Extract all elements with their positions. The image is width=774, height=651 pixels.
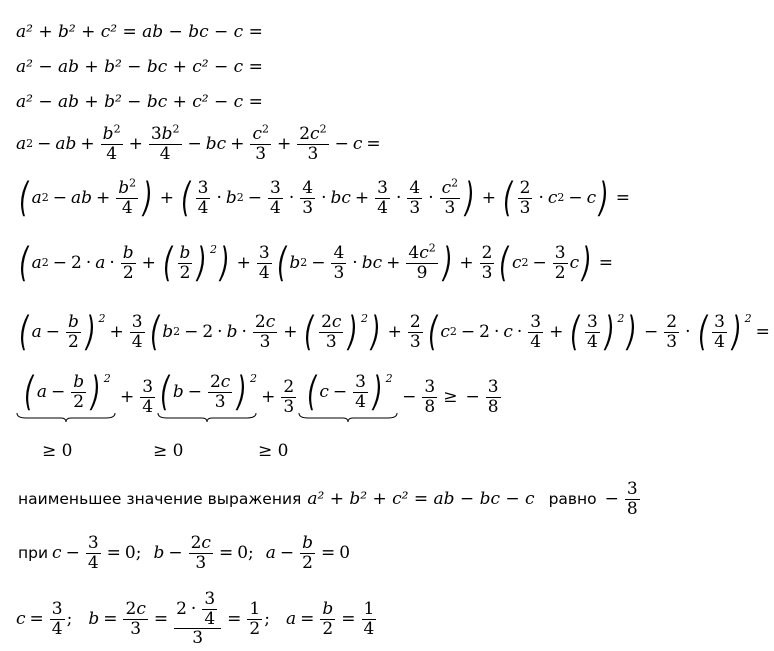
line-1-text: a² + b² + c² = ab − bc − c = (16, 22, 263, 42)
line-2-text: a² − ab + b² − bc + c² − c = (16, 57, 263, 77)
sentence-start: наименьшее значение выражения (18, 490, 302, 509)
underbrace-group-c: ( c − $\frac{3}{4}$ ) 2 (298, 372, 398, 422)
sentence-equals: равно (548, 490, 597, 509)
line-3-text: a² − ab + b² − bc + c² − c = (16, 92, 263, 112)
equation-line-5: ( a 2 − ab + $\frac{b^2}{4}$ ) + ( $\frac{3}{4}$ · b 2 − $\frac{3}{4}$ · $\frac{4}{3}$ · bc + $\frac{3}{4}$ · $\frac{4}{3}$ · $\frac{c^2}{3}$ ) + ( $\frac{2}{3}$ · c 2 − c ) = (19, 175, 631, 221)
equation-line-6: ( a 2 − 2 · a · $\frac{b}{2}$ + ( $\frac{b}{2}$ ) 2 ) + $\frac{3}{4}$ ( b 2 − $\frac{4}{3}$ · bc + $\frac{4c^2}{9}$ ) + $\frac{2}{3}$ ( c 2 − $\frac{3}{2}$ c ) = (19, 240, 614, 286)
when-word: при (18, 544, 49, 563)
equation-line-8: ( a − $\frac{b}{2}$ ) 2 + $\frac{3}{4}$ ( b − $\frac{2c}{3}$ ) 2 + $\frac{2}{3}$ ( c − $\frac{3}{4}$ ) 2 − $\frac{3}{8}$ ≥ − $\frac{3}{8}$ (16, 372, 503, 422)
underbrace-group-a: ( a − $\frac{b}{2}$ ) 2 (16, 372, 116, 422)
min-value-fraction: $\frac{3}{8}$ (626, 479, 638, 519)
equation-line-7: ( a − $\frac{b}{2}$ ) 2 + $\frac{3}{4}$ ( b 2 − 2 · b · $\frac{2c}{3}$ + ( $\frac{2c}{3}$ ) 2 ) + $\frac{2}{3}$ ( c 2 − 2 · c · $\frac{3}{4}$ + ( $\frac{3}{4}$ ) 2 ) − $\frac{2}{3}$ · ( $\frac{3}{4}$ ) 2 = (19, 309, 770, 355)
conclusion-sentence: наименьшее значение выражения a² + b² + c² = ab − bc − c равно − $\frac{3}{8}$ (18, 479, 638, 519)
geq-zero-c: ≥ 0 (258, 441, 289, 461)
equation-line-1 (16, 22, 263, 42)
sentence-expression: a² + b² + c² = ab − bc − c (307, 489, 535, 510)
equation-line-3 (16, 92, 263, 112)
equation-line-2 (16, 57, 263, 77)
equation-line-4: a 2 − ab + $\frac{b^2}{4}$ + $\frac{3b^2}{4}$ − bc + $\frac{c^2}{3}$ + $\frac{2c^2}{3}$ − c = (16, 122, 381, 164)
conditions-line: при c − $\frac{3}{4}$ = 0; b − $\frac{2c}{3}$ = 0; a − $\frac{b}{2}$ = 0 (18, 533, 351, 573)
geq-zero-b: ≥ 0 (153, 441, 184, 461)
geq-zero-a: ≥ 0 (42, 441, 73, 461)
final-values-line: c = $\frac{3}{4}$ ; b = $\frac{2c}{3}$ = 2 · $\frac{3}{4}$ 3 = $\frac{1}{2}$ ; a = $\frac{b}{2}$ = $\frac{1}{4}$ (16, 589, 375, 649)
underbrace-group-b: ( b − $\frac{2c}{3}$ ) 2 (157, 372, 257, 422)
